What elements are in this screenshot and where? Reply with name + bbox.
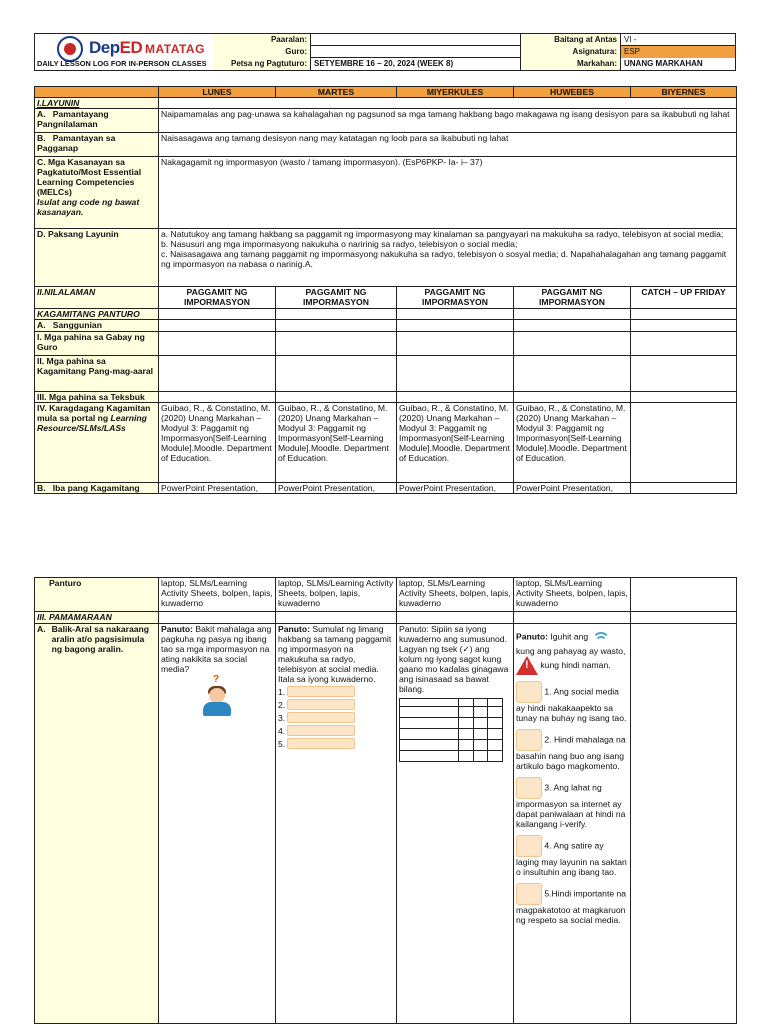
day-huwebes: HUWEBES [514, 87, 631, 98]
catchup-biyernes: CATCH – UP FRIDAY [631, 287, 737, 309]
asignatura-value: ESP [621, 46, 735, 58]
iba-cont-lunes: laptop, SLMs/Learning Activity Sheets, bolpen, lapis, kuwaderno [159, 578, 276, 612]
day-martes: MARTES [276, 87, 397, 98]
section-kagamitang: KAGAMITANG PANTURO [35, 309, 159, 320]
iba-cont-huwebes: laptop, SLMs/Learning Activity Sheets, bolpen, lapis, kuwaderno [514, 578, 631, 612]
statement-2: 2. Hindi mahalaga na basahin nang buo ang isang artikulo bago magkomento. [516, 729, 628, 771]
day-header-row [35, 87, 737, 98]
paksang-layunin-value: a. Natutukoy ang tamang hakbang sa paggamit ng impormasyong may kinalaman sa pangyayari na makukuha sa radyo, telebisyon at social media; b. Nasusuri ang mga impormasyong nakukuha o naririnig sa radyo, telebisyon o social media; c. Naisasagawa ang tamang paggamit ng impormasyong nakukuha sa radyo, telebisyon o sosyal media; d. Napahahalagahan ang tamang paggamit ng impormasyon na nabasa o narinig.A. [159, 229, 737, 287]
petsa-label: Petsa ng Pagtuturo: [213, 58, 311, 70]
logo-area [35, 34, 214, 70]
header-row-guro [213, 46, 735, 58]
paksa-huwebes: PAGGAMIT NG IMPORMASYON [514, 287, 631, 309]
wifi-icon [591, 628, 611, 646]
activity-miyerkules: Panuto: Sipiin sa iyong kuwaderno ang sumusunod. Lagyan ng tsek (✓) ang kolum ng iyong sagot kung gaano mo kadalas ginagawa ang isinasaad sa bawat bilang. [397, 624, 514, 1024]
answer-line-2[interactable]: 2. [278, 699, 394, 710]
section-layunin: I.LAYUNIN [35, 98, 159, 109]
iba-huwebes: PowerPoint Presentation, [514, 483, 631, 494]
paksang-layunin-label: D. Paksang Layunin [35, 229, 159, 287]
ref-huwebes: Guibao, R., & Constatino, M. (2020) Unang Markahan – Modyul 3: Paggamit ng Impormasyon[Self-Learning Module].Moodle. Department of Education. [514, 403, 631, 483]
paaralan-value [311, 34, 521, 46]
answer-box-2[interactable] [516, 729, 542, 751]
teksbuk-label: III. Mga pahina sa Teksbuk [35, 392, 159, 403]
iba-lunes: PowerPoint Presentation, [159, 483, 276, 494]
lesson-table-page2 [34, 577, 737, 1024]
balik-aral-label: A. Balik-Aral sa nakaraang aralin at/o pagsisimula ng bagong aralin. [35, 624, 159, 1024]
header-row-paaralan [213, 34, 735, 46]
matatag-logo: MATATAG [145, 42, 205, 56]
paksa-miyerkules: PAGGAMIT NG IMPORMASYON [397, 287, 514, 309]
karagdagang-label: IV. Karagdagang Kagamitan mula sa portal ng Learning Resource/SLMs/LASs [35, 403, 159, 483]
activity-martes: Panuto: Sumulat ng limang hakbang sa tamang paggamit ng impormasyon na makukuha sa radyo, telebisyon at social media. Itala sa iyong kuwaderno. 1. 2. 3. 4. 5. [276, 624, 397, 1024]
answer-line-1[interactable]: 1. [278, 686, 394, 697]
day-biyernes: BIYERNES [631, 87, 737, 98]
checklist-table [399, 698, 503, 762]
markahan-label: Markahan: [521, 58, 621, 70]
answer-box-5[interactable] [516, 883, 542, 905]
iba-label-cont: Panturo [35, 578, 159, 612]
section-nilalaman: II.NILALAMAN [35, 287, 159, 309]
gabay-label: I. Mga pahina sa Gabay ng Guro [35, 332, 159, 356]
answer-line-4[interactable]: 4. [278, 725, 394, 736]
paksa-lunes: PAGGAMIT NG IMPORMASYON [159, 287, 276, 309]
paaralan-label: Paaralan: [213, 34, 311, 46]
statement-5: 5.Hindi importante na magpakatotoo at magkaruon ng respeto sa social media. [516, 883, 628, 925]
iba-martes: PowerPoint Presentation, [276, 483, 397, 494]
answer-box-4[interactable] [516, 835, 542, 857]
iba-miyerkules: PowerPoint Presentation, [397, 483, 514, 494]
pamantayang-label: A. Pamantayang Pangnilalaman [35, 109, 159, 133]
petsa-value: SETYEMBRE 16 – 20, 2024 (WEEK 8) [311, 58, 521, 70]
section-pamamaraan: III. PAMAMARAAN [35, 612, 159, 624]
warning-icon [516, 656, 538, 675]
iba-cont-martes: laptop, SLMs/Learning Activity Sheets, bolpen, lapis, kuwaderno [276, 578, 397, 612]
statement-4: 4. Ang satire ay laging may layunin na saktan o insultuhin ang ibang tao. [516, 835, 628, 877]
iba-label: B. Iba pang Kagamitang [35, 483, 159, 494]
baitang-value: VI - [624, 35, 637, 44]
ref-lunes: Guibao, R., & Constatino, M. (2020) Unang Markahan – Modyul 3: Paggamit ng Impormasyon[Self-Learning Module].Moodle. Department of Education. [159, 403, 276, 483]
pamantayang-value: Naipamamalas ang pag-unawa sa kahalagahan ng pagsunod sa mga tamang hakbang bago makagawa ng isang desisyon para sa ikabubuti ng lahat [159, 109, 737, 133]
header-block [34, 33, 736, 71]
iba-cont-miyerkules: laptop, SLMs/Learning Activity Sheets, bolpen, lapis, kuwaderno [397, 578, 514, 612]
answer-box-3[interactable] [516, 777, 542, 799]
markahan-value: UNANG MARKAHAN [624, 59, 703, 68]
statement-1: 1. Ang social media ay hindi nakakaapekto sa tunay na buhay ng isang tao. [516, 681, 628, 723]
guro-label: Guro: [213, 46, 311, 58]
baitang-label: Baitang at Antas [521, 34, 621, 46]
ref-miyerkules: Guibao, R., & Constatino, M. (2020) Unang Markahan – Modyul 3: Paggamit ng Impormasyon[Self-Learning Module].Moodle. Department of Education. [397, 403, 514, 483]
asignatura-label: Asignatura: [521, 46, 621, 58]
ref-martes: Guibao, R., & Constatino, M. (2020) Unang Markahan – Modyul 3: Paggamit ng Impormasyon[Self-Learning Module].Moodle. Department of Education. [276, 403, 397, 483]
statement-3: 3. Ang lahat ng impormasyon sa internet ay dapat paniwalaan at hindi na kailangang i-verify. [516, 777, 628, 829]
activity-huwebes: Panuto: Iguhit ang kung ang pahayag ay wasto, ! kung hindi naman. 1. Ang social media ay hindi nakakaapekto sa tunay na buhay ng isang tao. 2. Hindi mahalaga na basahin nang buo ang isang artikulo bago magkomento. 3. Ang lahat ng impormasyon sa internet ay dapat paniwalaan at hindi na kailangang i-verify. 4. Ang satire ay laging may layunin na saktan o insultuhin ang ibang tao. 5.Hindi importante na magpakatotoo at magkaruon ng respeto sa social media. [514, 624, 631, 1024]
deped-logo: DepED [89, 38, 143, 57]
kagamitang-pang-label: II. Mga pahina sa Kagamitang Pang-mag-aaral [35, 356, 159, 392]
lesson-table-page1 [34, 86, 737, 494]
day-lunes: LUNES [159, 87, 276, 98]
answer-line-3[interactable]: 3. [278, 712, 394, 723]
guro-value [311, 46, 521, 58]
pagganap-label: B. Pamantayan sa Pagganap [35, 133, 159, 157]
activity-lunes: Panuto: Bakit mahalaga ang pagkuha ng pasya ng ibang tao sa mga impormasyon na ating nakikita sa social media? ? [159, 624, 276, 1024]
day-miyerkules: MIYERKULES [397, 87, 514, 98]
question-kid-icon: ? [197, 678, 237, 718]
header-row-petsa [213, 58, 735, 70]
melc-value: Nakagagamit ng impormasyon (wasto / tamang impormasyon). (EsP6PKP- Ia- i– 37) [159, 157, 737, 229]
pagganap-value: Naisasagawa ang tamang desisyon nang may katatagan ng loob para sa ikabubuti ng lahat [159, 133, 737, 157]
paksa-martes: PAGGAMIT NG IMPORMASYON [276, 287, 397, 309]
log-title: DAILY LESSON LOG FOR IN-PERSON CLASSES [37, 59, 207, 68]
sanggunian-label: A. Sanggunian [35, 320, 159, 332]
answer-box-1[interactable] [516, 681, 542, 703]
melc-label: C. Mga Kasanayan sa Pagkatuto/Most Essential Learning Competencies (MELCs) Isulat ang code ng bawat kasanayan. [35, 157, 159, 229]
header-info-grid [213, 34, 735, 70]
answer-line-5[interactable]: 5. [278, 738, 394, 749]
